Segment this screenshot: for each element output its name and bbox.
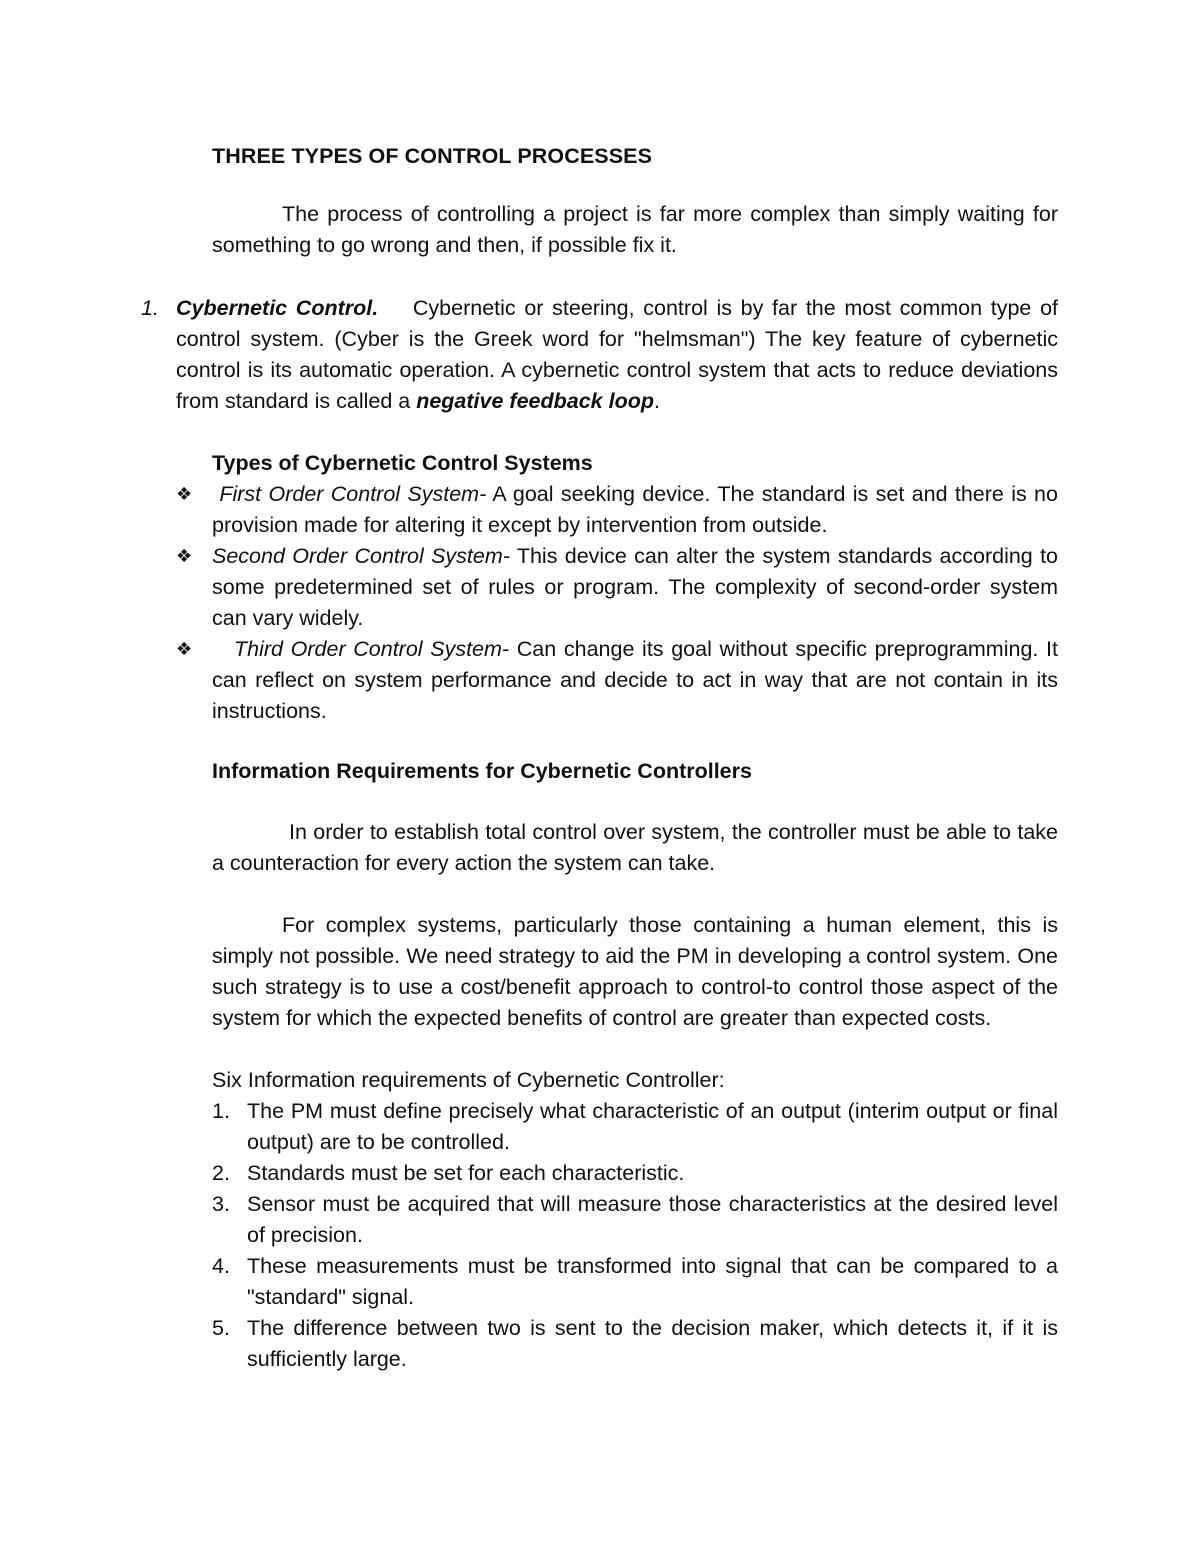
types-heading: Types of Cybernetic Control Systems [212,451,593,475]
bullet-diamond-icon: ❖ [176,546,193,566]
section-heading: Cybernetic Control. [176,296,379,320]
bullet-item [212,634,1058,727]
list-item: Standards must be set for each characteristic. [247,1161,685,1185]
list-item: These measurements must be transformed into signal that can be compared to a "standard" signal. [247,1254,1058,1309]
page-title: THREE TYPES OF CONTROL PROCESSES [212,144,653,168]
list-number: 4. [212,1254,230,1278]
list-number: 1. [212,1099,230,1123]
section-cybernetic-control [176,293,1058,417]
bullet-item [212,541,1058,634]
bullet-term: Third Order Control System- [234,637,510,661]
list-number: 2. [212,1161,230,1185]
list-item: Sensor must be acquired that will measure those characteristics at the desired level of precision. [247,1192,1058,1247]
bullet-desc: Can change its goal without specific preprogramming. It can reflect on system performance and decide to act in way that are not contain in its instructions. [212,637,1058,723]
bullet-item [212,479,1058,541]
info-heading: Information Requirements for Cybernetic Controllers [212,759,752,783]
info-paragraph-2: For complex systems, particularly those containing a human element, this is simply not possible. We need strategy to aid the PM in developing a control system. One such strategy is to use a cost/benefit approach to control-to control those aspect of the system for which the expected benefits of control are greater than expected costs. [212,913,1058,1030]
section-text: Cybernetic or steering, control is by far the most common type of control system. (Cyber is the Greek word for "helmsman") The key feature of cybernetic control is its automatic operation. A cybernetic control system that acts to reduce deviations from standard is called a [176,296,1058,413]
list-item: The difference between two is sent to the decision maker, which detects it, if it is sufficiently large. [247,1316,1058,1371]
bullet-desc: A goal seeking device. The standard is set and there is no provision made for altering it except by intervention from outside. [212,482,1058,537]
list-number: 5. [212,1316,230,1340]
bullet-term: Second Order Control System- [212,544,510,568]
six-requirements-intro: Six Information requirements of Cybernetic Controller: [212,1068,725,1092]
bullet-diamond-icon: ❖ [176,484,193,504]
section-emphasis: negative feedback loop [416,389,654,413]
list-item: The PM must define precisely what characteristic of an output (interim output or final output) are to be controlled. [247,1099,1058,1154]
section-number: 1. [141,296,159,320]
bullet-desc: This device can alter the system standards according to some predetermined set of rules or program. The complexity of second-order system can vary widely. [212,544,1058,630]
section-spacer [378,296,413,320]
section-text-end: . [653,389,660,413]
bullet-term: First Order Control System- [219,482,487,506]
intro-paragraph: The process of controlling a project is far more complex than simply waiting for something to go wrong and then, if possible fix it. [212,202,1058,257]
list-number: 3. [212,1192,230,1216]
info-paragraph-1: In order to establish total control over system, the controller must be able to take a counteraction for every action the system can take. [212,820,1058,875]
bullet-diamond-icon: ❖ [176,639,193,659]
